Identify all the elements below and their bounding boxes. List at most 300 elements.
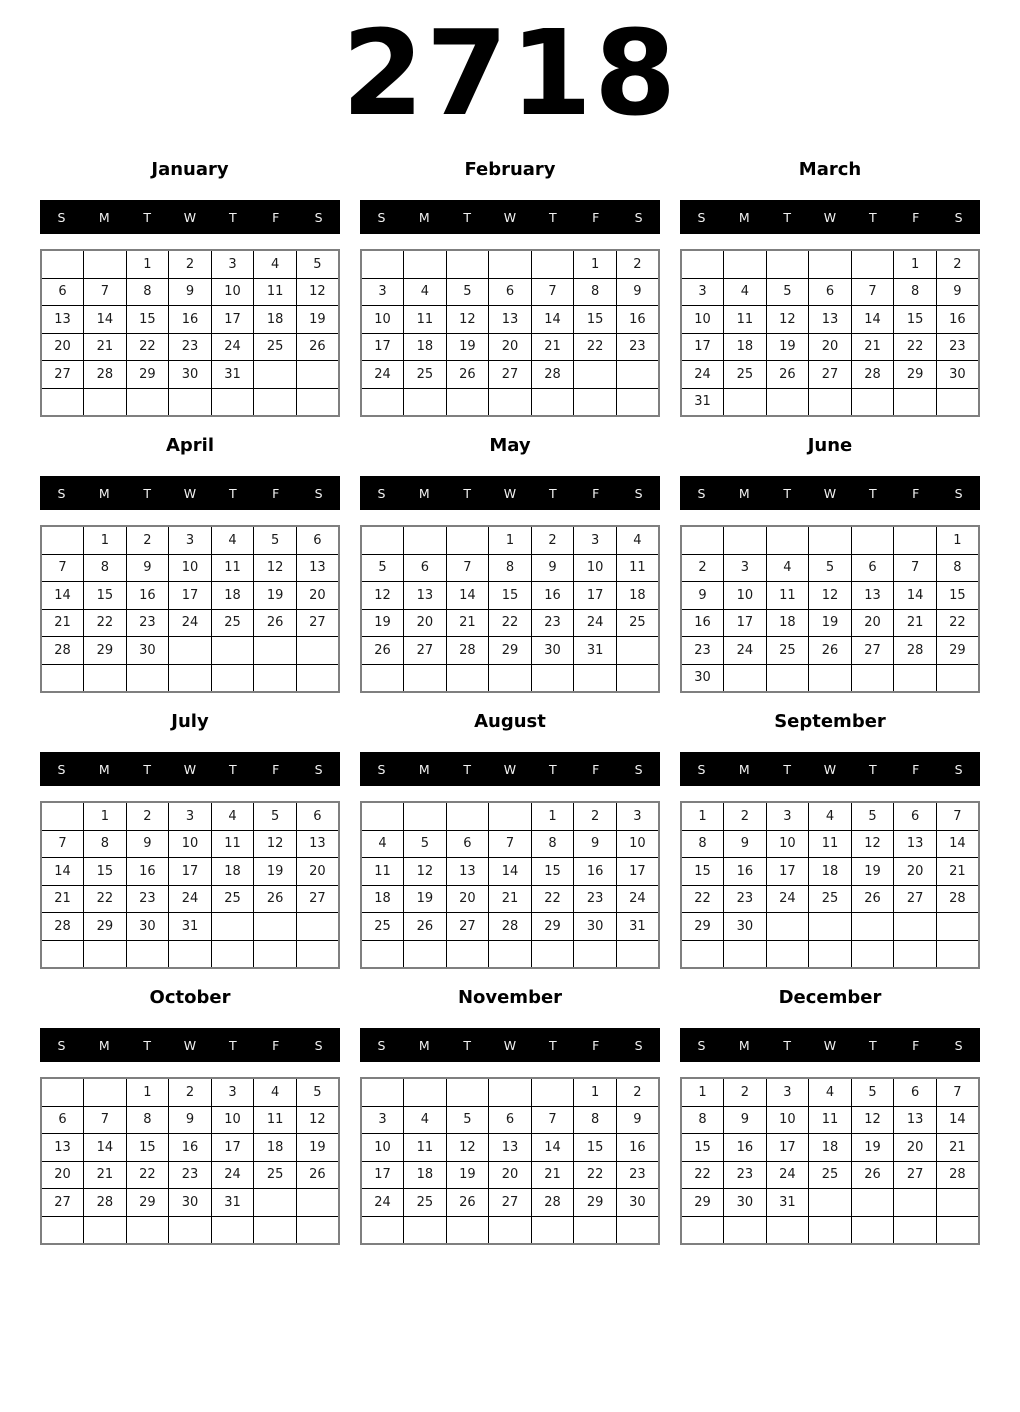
day-cell — [446, 250, 489, 278]
day-cell: 28 — [531, 1189, 574, 1217]
day-cell: 29 — [84, 637, 127, 665]
day-cell: 26 — [296, 1161, 339, 1189]
day-cell — [936, 388, 979, 416]
day-cell: 6 — [851, 554, 894, 582]
day-cell — [766, 940, 809, 968]
day-cell: 11 — [616, 554, 659, 582]
day-cell: 14 — [446, 582, 489, 610]
week-row — [681, 1161, 979, 1189]
day-cell: 19 — [296, 306, 339, 334]
day-cell — [84, 940, 127, 968]
weekday-label: F — [592, 761, 600, 777]
week-row — [41, 361, 339, 389]
week-row — [361, 609, 659, 637]
day-cell — [296, 664, 339, 692]
day-cell: 20 — [296, 858, 339, 886]
weekday-header-bar — [360, 1028, 660, 1062]
day-cell: 11 — [404, 306, 447, 334]
month-june — [680, 430, 980, 693]
day-cell: 27 — [41, 1189, 84, 1217]
weekday-label: M — [418, 1037, 430, 1053]
month-day-grid — [40, 1077, 340, 1245]
day-cell: 26 — [404, 913, 447, 941]
weekday-label: W — [503, 485, 517, 501]
day-cell: 3 — [574, 526, 617, 554]
day-cell — [169, 1216, 212, 1244]
day-cell — [894, 388, 937, 416]
day-cell: 4 — [254, 1078, 297, 1106]
day-cell — [211, 940, 254, 968]
weekday-label: T — [549, 1037, 557, 1053]
weekday-label: T — [143, 761, 151, 777]
day-cell — [489, 664, 532, 692]
day-cell — [361, 1078, 404, 1106]
week-row — [681, 1189, 979, 1217]
day-cell — [531, 388, 574, 416]
day-cell: 7 — [84, 1106, 127, 1134]
day-cell: 28 — [936, 1161, 979, 1189]
day-cell: 10 — [681, 306, 724, 334]
day-cell: 20 — [489, 1161, 532, 1189]
day-cell: 23 — [531, 609, 574, 637]
month-february — [360, 154, 660, 417]
day-cell: 8 — [84, 554, 127, 582]
weekday-label: S — [697, 761, 706, 777]
day-cell: 15 — [126, 306, 169, 334]
month-title: February — [464, 159, 556, 180]
day-cell: 5 — [809, 554, 852, 582]
day-cell: 15 — [531, 858, 574, 886]
day-cell — [254, 940, 297, 968]
day-cell — [894, 526, 937, 554]
day-cell: 28 — [894, 637, 937, 665]
day-cell — [361, 526, 404, 554]
day-cell: 31 — [169, 913, 212, 941]
day-cell — [616, 388, 659, 416]
day-cell — [681, 1216, 724, 1244]
week-row — [41, 1134, 339, 1162]
day-cell: 7 — [84, 278, 127, 306]
day-cell — [851, 664, 894, 692]
day-cell: 22 — [84, 609, 127, 637]
day-cell: 15 — [574, 306, 617, 334]
day-cell: 13 — [296, 830, 339, 858]
day-cell: 16 — [169, 306, 212, 334]
month-august — [360, 706, 660, 969]
day-cell — [489, 802, 532, 830]
day-cell: 20 — [404, 609, 447, 637]
day-cell: 17 — [574, 582, 617, 610]
day-cell: 4 — [404, 1106, 447, 1134]
day-cell: 13 — [809, 306, 852, 334]
week-row — [681, 582, 979, 610]
day-cell — [851, 250, 894, 278]
day-cell — [126, 388, 169, 416]
day-cell: 22 — [126, 1161, 169, 1189]
week-row — [361, 1189, 659, 1217]
weekday-label: T — [143, 1037, 151, 1053]
day-cell: 25 — [254, 1161, 297, 1189]
month-title: October — [149, 987, 231, 1008]
day-cell — [809, 940, 852, 968]
day-cell: 9 — [616, 1106, 659, 1134]
weekday-label: S — [377, 761, 386, 777]
day-cell — [254, 664, 297, 692]
week-row — [681, 858, 979, 886]
week-row — [361, 1078, 659, 1106]
day-cell — [766, 388, 809, 416]
day-cell — [296, 361, 339, 389]
day-cell — [41, 526, 84, 554]
day-cell — [169, 388, 212, 416]
day-cell: 11 — [809, 1106, 852, 1134]
week-row — [41, 940, 339, 968]
day-cell: 16 — [574, 858, 617, 886]
day-cell: 24 — [361, 361, 404, 389]
day-cell — [446, 388, 489, 416]
day-cell — [254, 913, 297, 941]
day-cell: 20 — [489, 333, 532, 361]
weekday-label: T — [229, 1037, 237, 1053]
weekday-label: W — [503, 761, 517, 777]
day-cell: 14 — [84, 1134, 127, 1162]
day-cell — [169, 637, 212, 665]
day-cell: 19 — [254, 582, 297, 610]
day-cell — [936, 940, 979, 968]
day-cell: 21 — [531, 1161, 574, 1189]
day-cell: 2 — [126, 526, 169, 554]
day-cell: 7 — [446, 554, 489, 582]
weekday-label: S — [634, 1037, 643, 1053]
weekday-header-bar — [40, 476, 340, 510]
day-cell: 1 — [681, 802, 724, 830]
day-cell: 27 — [404, 637, 447, 665]
day-cell — [681, 526, 724, 554]
day-cell — [574, 1216, 617, 1244]
day-cell: 10 — [616, 830, 659, 858]
day-cell: 29 — [574, 1189, 617, 1217]
weekday-label: T — [463, 761, 471, 777]
day-cell: 24 — [211, 1161, 254, 1189]
day-cell — [894, 1216, 937, 1244]
day-cell — [724, 940, 767, 968]
day-cell: 2 — [616, 250, 659, 278]
week-row — [41, 526, 339, 554]
day-cell: 12 — [766, 306, 809, 334]
week-row — [41, 333, 339, 361]
week-row — [681, 388, 979, 416]
day-cell: 3 — [361, 1106, 404, 1134]
day-cell: 9 — [126, 830, 169, 858]
day-cell: 7 — [41, 554, 84, 582]
day-cell: 18 — [211, 858, 254, 886]
day-cell — [894, 940, 937, 968]
day-cell: 8 — [126, 1106, 169, 1134]
week-row — [681, 526, 979, 554]
day-cell: 12 — [254, 830, 297, 858]
day-cell: 4 — [809, 802, 852, 830]
month-day-grid — [40, 801, 340, 969]
day-cell: 25 — [211, 609, 254, 637]
week-row — [41, 609, 339, 637]
day-cell: 16 — [616, 306, 659, 334]
day-cell: 26 — [254, 885, 297, 913]
day-cell: 23 — [724, 1161, 767, 1189]
day-cell: 28 — [489, 913, 532, 941]
day-cell — [211, 1216, 254, 1244]
day-cell: 3 — [169, 526, 212, 554]
day-cell: 27 — [446, 913, 489, 941]
day-cell: 25 — [616, 609, 659, 637]
weekday-label: F — [912, 485, 920, 501]
day-cell: 30 — [169, 1189, 212, 1217]
day-cell: 1 — [936, 526, 979, 554]
day-cell: 18 — [404, 333, 447, 361]
day-cell: 9 — [169, 1106, 212, 1134]
weekday-header-bar — [680, 1028, 980, 1062]
day-cell: 20 — [894, 858, 937, 886]
day-cell: 7 — [41, 830, 84, 858]
day-cell: 21 — [446, 609, 489, 637]
weekday-label: W — [503, 1037, 517, 1053]
day-cell — [404, 1078, 447, 1106]
weekday-label: W — [823, 485, 837, 501]
weekday-label: W — [183, 485, 197, 501]
day-cell: 11 — [211, 830, 254, 858]
week-row — [361, 278, 659, 306]
week-row — [361, 885, 659, 913]
day-cell — [574, 361, 617, 389]
day-cell: 26 — [361, 637, 404, 665]
week-row — [41, 278, 339, 306]
day-cell: 22 — [489, 609, 532, 637]
day-cell: 17 — [766, 1134, 809, 1162]
week-row — [41, 1106, 339, 1134]
day-cell: 7 — [489, 830, 532, 858]
week-row — [681, 802, 979, 830]
day-cell: 3 — [724, 554, 767, 582]
day-cell: 5 — [296, 1078, 339, 1106]
day-cell — [724, 664, 767, 692]
day-cell — [616, 1216, 659, 1244]
weekday-label: M — [98, 485, 110, 501]
day-cell: 25 — [404, 361, 447, 389]
day-cell: 5 — [851, 1078, 894, 1106]
weekday-label: W — [503, 209, 517, 225]
day-cell: 14 — [531, 1134, 574, 1162]
day-cell: 2 — [169, 1078, 212, 1106]
month-title: September — [774, 711, 886, 732]
day-cell: 4 — [211, 526, 254, 554]
month-day-grid — [360, 525, 660, 693]
day-cell: 23 — [169, 1161, 212, 1189]
day-cell: 14 — [531, 306, 574, 334]
day-cell — [531, 664, 574, 692]
week-row — [361, 637, 659, 665]
month-day-grid — [680, 249, 980, 417]
month-title: November — [457, 987, 563, 1008]
day-cell: 19 — [361, 609, 404, 637]
day-cell: 2 — [616, 1078, 659, 1106]
day-cell: 1 — [531, 802, 574, 830]
weekday-label: M — [738, 761, 750, 777]
day-cell: 12 — [851, 830, 894, 858]
day-cell: 1 — [84, 526, 127, 554]
weekday-label: M — [98, 209, 110, 225]
day-cell — [531, 940, 574, 968]
day-cell: 10 — [169, 554, 212, 582]
weekday-label: S — [314, 209, 323, 225]
week-row — [681, 1216, 979, 1244]
weekday-label: T — [549, 485, 557, 501]
weekday-label: F — [592, 1037, 600, 1053]
day-cell — [809, 664, 852, 692]
day-cell: 11 — [254, 278, 297, 306]
day-cell: 19 — [766, 333, 809, 361]
day-cell — [766, 526, 809, 554]
day-cell — [404, 664, 447, 692]
day-cell — [254, 1189, 297, 1217]
day-cell: 27 — [296, 885, 339, 913]
day-cell: 6 — [894, 1078, 937, 1106]
day-cell: 15 — [84, 858, 127, 886]
weekday-label: M — [418, 761, 430, 777]
day-cell: 18 — [404, 1161, 447, 1189]
day-cell — [681, 940, 724, 968]
day-cell: 21 — [84, 1161, 127, 1189]
day-cell — [211, 913, 254, 941]
weekday-label: T — [869, 761, 877, 777]
weekday-header-bar — [680, 200, 980, 234]
week-row — [681, 250, 979, 278]
day-cell: 23 — [616, 1161, 659, 1189]
week-row — [361, 858, 659, 886]
day-cell: 17 — [211, 1134, 254, 1162]
day-cell: 18 — [254, 306, 297, 334]
day-cell: 12 — [296, 278, 339, 306]
day-cell — [296, 637, 339, 665]
day-cell: 8 — [84, 830, 127, 858]
month-day-grid — [40, 249, 340, 417]
week-row — [41, 1078, 339, 1106]
day-cell — [616, 940, 659, 968]
day-cell: 24 — [766, 885, 809, 913]
day-cell: 3 — [211, 250, 254, 278]
day-cell: 21 — [936, 1134, 979, 1162]
week-row — [361, 1161, 659, 1189]
weekday-label: T — [229, 761, 237, 777]
day-cell — [361, 940, 404, 968]
day-cell — [766, 250, 809, 278]
day-cell: 19 — [254, 858, 297, 886]
weekday-label: M — [738, 209, 750, 225]
weekday-label: M — [418, 485, 430, 501]
day-cell: 13 — [851, 582, 894, 610]
week-row — [41, 664, 339, 692]
day-cell — [296, 1216, 339, 1244]
day-cell — [84, 1078, 127, 1106]
day-cell: 16 — [126, 858, 169, 886]
day-cell: 2 — [531, 526, 574, 554]
day-cell — [531, 250, 574, 278]
day-cell: 28 — [84, 1189, 127, 1217]
month-title: December — [778, 987, 882, 1008]
day-cell: 1 — [84, 802, 127, 830]
day-cell: 13 — [489, 1134, 532, 1162]
day-cell: 25 — [766, 637, 809, 665]
day-cell — [296, 388, 339, 416]
day-cell — [809, 913, 852, 941]
weekday-label: F — [592, 485, 600, 501]
day-cell: 23 — [126, 885, 169, 913]
day-cell — [84, 664, 127, 692]
day-cell — [936, 1216, 979, 1244]
day-cell: 20 — [41, 333, 84, 361]
day-cell: 27 — [489, 1189, 532, 1217]
week-row — [41, 1189, 339, 1217]
day-cell: 10 — [169, 830, 212, 858]
day-cell: 24 — [766, 1161, 809, 1189]
weekday-label: S — [954, 209, 963, 225]
day-cell: 14 — [84, 306, 127, 334]
weekday-label: S — [57, 761, 66, 777]
day-cell: 6 — [41, 1106, 84, 1134]
day-cell: 30 — [724, 913, 767, 941]
week-row — [681, 1078, 979, 1106]
day-cell: 29 — [531, 913, 574, 941]
day-cell: 9 — [724, 830, 767, 858]
weekday-label: T — [143, 485, 151, 501]
day-cell: 18 — [254, 1134, 297, 1162]
day-cell — [489, 1216, 532, 1244]
day-cell: 17 — [681, 333, 724, 361]
weekday-label: T — [229, 209, 237, 225]
day-cell: 5 — [404, 830, 447, 858]
month-day-grid — [360, 249, 660, 417]
day-cell — [41, 1078, 84, 1106]
day-cell: 10 — [574, 554, 617, 582]
day-cell: 31 — [681, 388, 724, 416]
day-cell: 6 — [296, 526, 339, 554]
week-row — [41, 637, 339, 665]
day-cell — [84, 388, 127, 416]
day-cell: 7 — [851, 278, 894, 306]
day-cell: 9 — [169, 278, 212, 306]
day-cell: 21 — [489, 885, 532, 913]
day-cell: 1 — [126, 1078, 169, 1106]
day-cell: 5 — [446, 1106, 489, 1134]
weekday-label: S — [954, 485, 963, 501]
day-cell: 17 — [361, 333, 404, 361]
day-cell: 26 — [254, 609, 297, 637]
day-cell: 17 — [616, 858, 659, 886]
weekday-header-bar — [360, 752, 660, 786]
weekday-label: W — [183, 209, 197, 225]
year-title: 2718 — [341, 4, 679, 142]
day-cell: 8 — [126, 278, 169, 306]
day-cell: 4 — [766, 554, 809, 582]
day-cell: 26 — [296, 333, 339, 361]
day-cell: 22 — [531, 885, 574, 913]
day-cell: 7 — [936, 802, 979, 830]
weekday-header-bar — [680, 752, 980, 786]
day-cell: 19 — [446, 1161, 489, 1189]
day-cell: 6 — [894, 802, 937, 830]
week-row — [681, 1134, 979, 1162]
day-cell — [126, 940, 169, 968]
day-cell: 6 — [489, 1106, 532, 1134]
day-cell: 24 — [724, 637, 767, 665]
